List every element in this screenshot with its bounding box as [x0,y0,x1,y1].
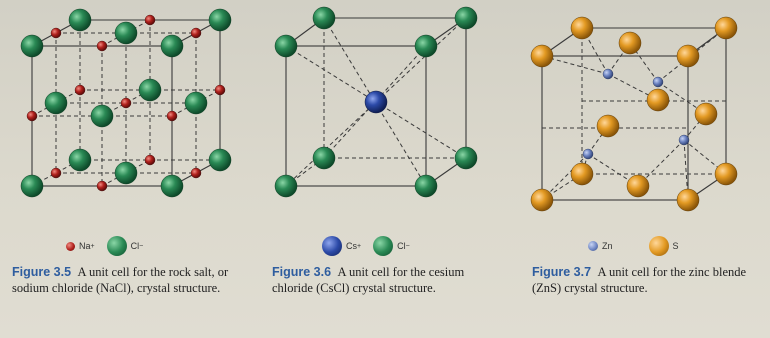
small-red-sphere-icon [66,242,75,251]
figure-caption-nacl: Figure 3.5 A unit cell for the rock salt, or sodium chloride (NaCl), crystal structure. [12,265,229,295]
large-green-sphere-icon [373,236,393,256]
large-orange-sphere-icon [649,236,669,256]
legend-item-zn: Zn [588,241,613,251]
legend-item-cl: Cl − [373,236,410,256]
nacl-unit-cell-diagram [0,0,262,230]
cscl-unit-cell-diagram [262,0,520,230]
cscl-legend [322,236,422,256]
small-blue-sphere-icon [588,241,598,251]
s-atoms [531,17,737,197]
figure-caption-zns: Figure 3.7 A unit cell for the zinc blende (ZnS) crystal structure. [532,265,747,295]
figure-nacl [0,0,262,338]
legend-item-cs: Cs + [322,236,361,256]
figure-caption-cscl: Figure 3.6 A unit cell for the cesium chloride (CsCl) crystal structure. [272,265,465,295]
figure-zns [520,0,770,338]
legend-item-cl: Cl − [107,236,144,256]
nacl-legend [66,236,155,256]
large-blue-sphere-icon [322,236,342,256]
zns-legend [588,236,691,256]
legend-item-s: S [649,236,679,256]
large-green-sphere-icon [107,236,127,256]
zns-unit-cell-diagram [520,0,770,230]
cs-ion [365,91,387,113]
zn-atoms [583,69,689,159]
legend-item-na: Na + [66,241,95,251]
figure-cscl [262,0,520,338]
